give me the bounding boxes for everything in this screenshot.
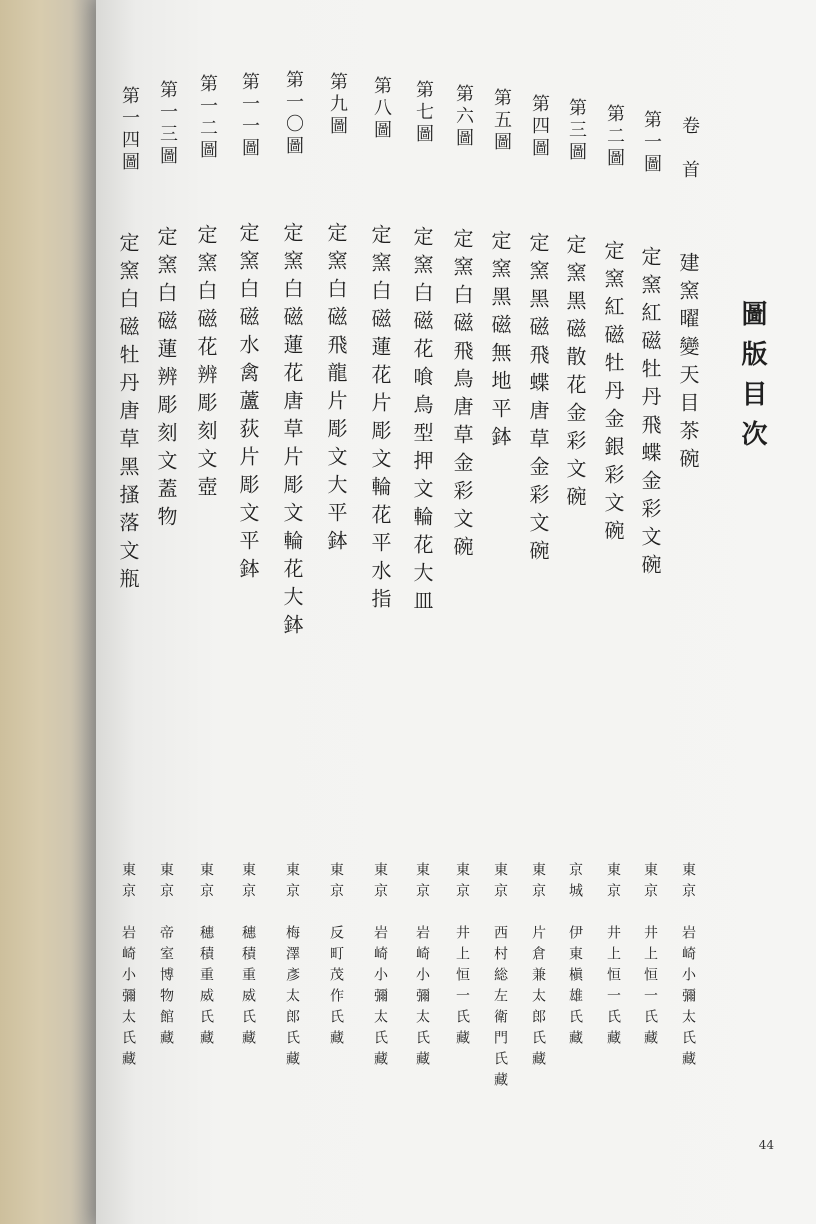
- plate-number: 第一〇圖: [283, 70, 304, 158]
- plate-title: 定窯白磁蓮辨彫刻文蓋物: [154, 226, 178, 534]
- plate-number: 第五圖: [491, 88, 512, 154]
- plate-owner: 東京 片倉兼太郎氏藏: [530, 862, 546, 1072]
- plate-number: 第一三圖: [157, 80, 178, 168]
- page-number: 44: [758, 1138, 774, 1152]
- plate-title: 定窯白磁飛龍片彫文大平鉢: [324, 222, 348, 558]
- plate-title: 定窯黑磁無地平鉢: [488, 230, 512, 454]
- plate-owner: 東京 井上恒一氏藏: [605, 862, 621, 1051]
- plate-title: 定窯白磁蓮花片彫文輪花平水指: [368, 224, 392, 616]
- plate-number: 第九圖: [327, 72, 348, 138]
- plate-owner: 東京 井上恒一氏藏: [454, 862, 470, 1051]
- plate-number: 第四圖: [529, 94, 550, 160]
- plate-number: 第三圖: [566, 98, 587, 164]
- plate-number: 第一圖: [641, 110, 662, 176]
- plate-title: 定窯紅磁牡丹飛蝶金彩文碗: [638, 246, 662, 582]
- plate-number: 第一一圖: [239, 72, 260, 160]
- plate-owner: 東京 岩崎小彌太氏藏: [120, 862, 136, 1072]
- plate-owner: 京城 伊東槇雄氏藏: [567, 862, 583, 1051]
- plate-title: 定窯紅磁牡丹金銀彩文碗: [601, 240, 625, 548]
- plate-title: 定窯白磁花喰鳥型押文輪花大皿: [410, 226, 434, 618]
- plate-title: 定窯白磁飛鳥唐草金彩文碗: [450, 228, 474, 564]
- plate-number: 第一四圖: [119, 86, 140, 174]
- plate-owner: 東京 西村総左衛門氏藏: [492, 862, 508, 1093]
- plate-title: 定窯黑磁散花金彩文碗: [563, 234, 587, 514]
- plate-number: 第六圖: [453, 84, 474, 150]
- plate-owner: 東京 梅澤彥太郎氏藏: [284, 862, 300, 1072]
- plate-number: 第二圖: [604, 104, 625, 170]
- book-page: [96, 0, 816, 1224]
- plate-title: 定窯白磁牡丹唐草黑搔落文瓶: [116, 232, 140, 596]
- plate-title: 定窯白磁花辨彫刻文壺: [194, 224, 218, 504]
- plate-number: 第一二圖: [197, 74, 218, 162]
- plate-owner: 東京 井上恒一氏藏: [642, 862, 658, 1051]
- plate-number: 卷 首: [679, 116, 700, 182]
- plate-owner: 東京 帝室博物館藏: [158, 862, 174, 1051]
- plate-owner: 東京 岩崎小彌太氏藏: [372, 862, 388, 1072]
- page-heading: 圖版目次: [737, 300, 767, 460]
- plate-owner: 東京 反町茂作氏藏: [328, 862, 344, 1051]
- plate-owner: 東京 穗積重威氏藏: [240, 862, 256, 1051]
- plate-title: 定窯白磁蓮花唐草片彫文輪花大鉢: [280, 222, 304, 642]
- plate-number: 第七圖: [413, 80, 434, 146]
- plate-owner: 東京 岩崎小彌太氏藏: [680, 862, 696, 1072]
- plate-number: 第八圖: [371, 76, 392, 142]
- plate-owner: 東京 穗積重威氏藏: [198, 862, 214, 1051]
- plate-owner: 東京 岩崎小彌太氏藏: [414, 862, 430, 1072]
- plate-title: 建窯曜變天目茶碗: [676, 252, 700, 476]
- plate-title: 定窯白磁水禽蘆荻片彫文平鉢: [236, 222, 260, 586]
- plate-title: 定窯黑磁飛蝶唐草金彩文碗: [526, 232, 550, 568]
